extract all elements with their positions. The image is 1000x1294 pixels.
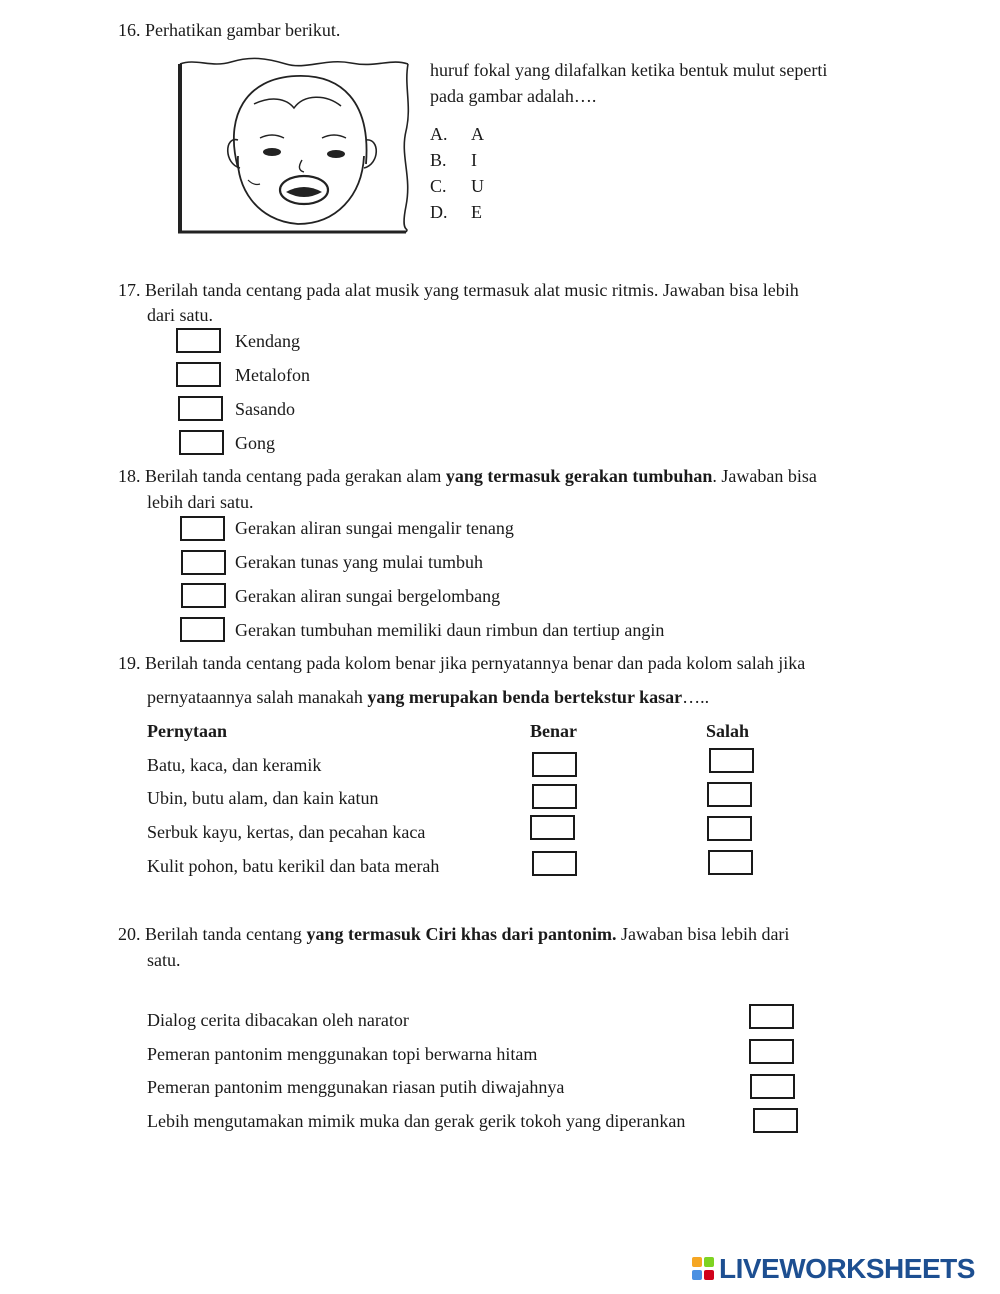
- q18-item-label: Gerakan aliran sungai bergelombang: [235, 586, 501, 606]
- liveworksheets-logo: [692, 1252, 975, 1286]
- q19-row-label: Batu, kaca, dan keramik: [147, 755, 322, 775]
- q18-item-label: Gerakan tumbuhan memiliki daun rimbun dan tertiup angin: [235, 620, 665, 640]
- q16-prompt-line2: pada gambar adalah….: [430, 86, 597, 106]
- q18-line2: lebih dari satu.: [147, 492, 254, 512]
- q19-row1-false-checkbox[interactable]: [709, 748, 754, 773]
- q17-line1: 17. Berilah tanda centang pada alat musik yang termasuk alat music ritmis. Jawaban bisa lebih: [118, 280, 799, 300]
- q20-checkbox-3[interactable]: [750, 1074, 795, 1099]
- q19-row2-true-checkbox[interactable]: [532, 784, 577, 809]
- option-d-text[interactable]: E: [471, 202, 482, 222]
- option-a-text[interactable]: A: [471, 124, 484, 144]
- q18-item-label: Gerakan aliran sungai mengalir tenang: [235, 518, 514, 538]
- option-a-letter: A.: [430, 124, 448, 144]
- q20-line1: 20. Berilah tanda centang yang termasuk Ciri khas dari pantonim. Jawaban bisa lebih dari: [118, 924, 790, 944]
- q19-row3-false-checkbox[interactable]: [707, 816, 752, 841]
- q20-item-label: Pemeran pantonim menggunakan riasan putih diwajahnya: [147, 1077, 565, 1097]
- q19-header-true: Benar: [530, 721, 577, 741]
- q19-line1: 19. Berilah tanda centang pada kolom benar jika pernyatannya benar dan pada kolom salah jika: [118, 653, 806, 673]
- q19-row1-true-checkbox[interactable]: [532, 752, 577, 777]
- q20-item-label: Lebih mengutamakan mimik muka dan gerak gerik tokoh yang diperankan: [147, 1111, 686, 1131]
- q20-checkbox-1[interactable]: [749, 1004, 794, 1029]
- q17-item-label: Gong: [235, 433, 275, 453]
- logo-mark-icon: [692, 1255, 716, 1283]
- face-open-mouth-icon: [176, 56, 412, 236]
- q18-checkbox-2[interactable]: [181, 550, 226, 575]
- q19-row4-true-checkbox[interactable]: [532, 851, 577, 876]
- logo-text: LIVEWORKSHEETS: [719, 1253, 975, 1284]
- option-b-text[interactable]: I: [471, 150, 477, 170]
- q19-header-statement: Pernytaan: [147, 721, 227, 741]
- option-d-letter: D.: [430, 202, 448, 222]
- q18-item-label: Gerakan tunas yang mulai tumbuh: [235, 552, 483, 572]
- q20-line2: satu.: [147, 950, 181, 970]
- q19-row-label: Ubin, butu alam, dan kain katun: [147, 788, 379, 808]
- q17-checkbox-sasando[interactable]: [178, 396, 223, 421]
- q20-checkbox-4[interactable]: [753, 1108, 798, 1133]
- q17-line2: dari satu.: [147, 305, 213, 325]
- q19-row4-false-checkbox[interactable]: [708, 850, 753, 875]
- q18-line1: 18. Berilah tanda centang pada gerakan alam yang termasuk gerakan tumbuhan. Jawaban bisa: [118, 466, 817, 486]
- q18-checkbox-4[interactable]: [180, 617, 225, 642]
- q20-item-label: Dialog cerita dibacakan oleh narator: [147, 1010, 409, 1030]
- q17-item-label: Sasando: [235, 399, 295, 419]
- q18-checkbox-1[interactable]: [180, 516, 225, 541]
- option-c-text[interactable]: U: [471, 176, 484, 196]
- option-c-letter: C.: [430, 176, 447, 196]
- q16-title: 16. Perhatikan gambar berikut.: [118, 20, 341, 40]
- q20-item-label: Pemeran pantonim menggunakan topi berwarna hitam: [147, 1044, 538, 1064]
- q19-line2: pernyataannya salah manakah yang merupakan benda bertekstur kasar…..: [147, 687, 710, 707]
- q20-checkbox-2[interactable]: [749, 1039, 794, 1064]
- q19-row2-false-checkbox[interactable]: [707, 782, 752, 807]
- q18-checkbox-3[interactable]: [181, 583, 226, 608]
- q19-row3-true-checkbox[interactable]: [530, 815, 575, 840]
- q16-prompt-line1: huruf fokal yang dilafalkan ketika bentuk mulut seperti: [430, 60, 828, 80]
- q17-item-label: Metalofon: [235, 365, 310, 385]
- q17-item-label: Kendang: [235, 331, 300, 351]
- face-illustration: [176, 56, 412, 236]
- option-b-letter: B.: [430, 150, 447, 170]
- q17-checkbox-kendang[interactable]: [176, 328, 221, 353]
- q17-checkbox-gong[interactable]: [179, 430, 224, 455]
- q19-row-label: Kulit pohon, batu kerikil dan bata merah: [147, 856, 440, 876]
- q17-checkbox-metalofon[interactable]: [176, 362, 221, 387]
- q19-row-label: Serbuk kayu, kertas, dan pecahan kaca: [147, 822, 426, 842]
- q19-header-false: Salah: [706, 721, 750, 741]
